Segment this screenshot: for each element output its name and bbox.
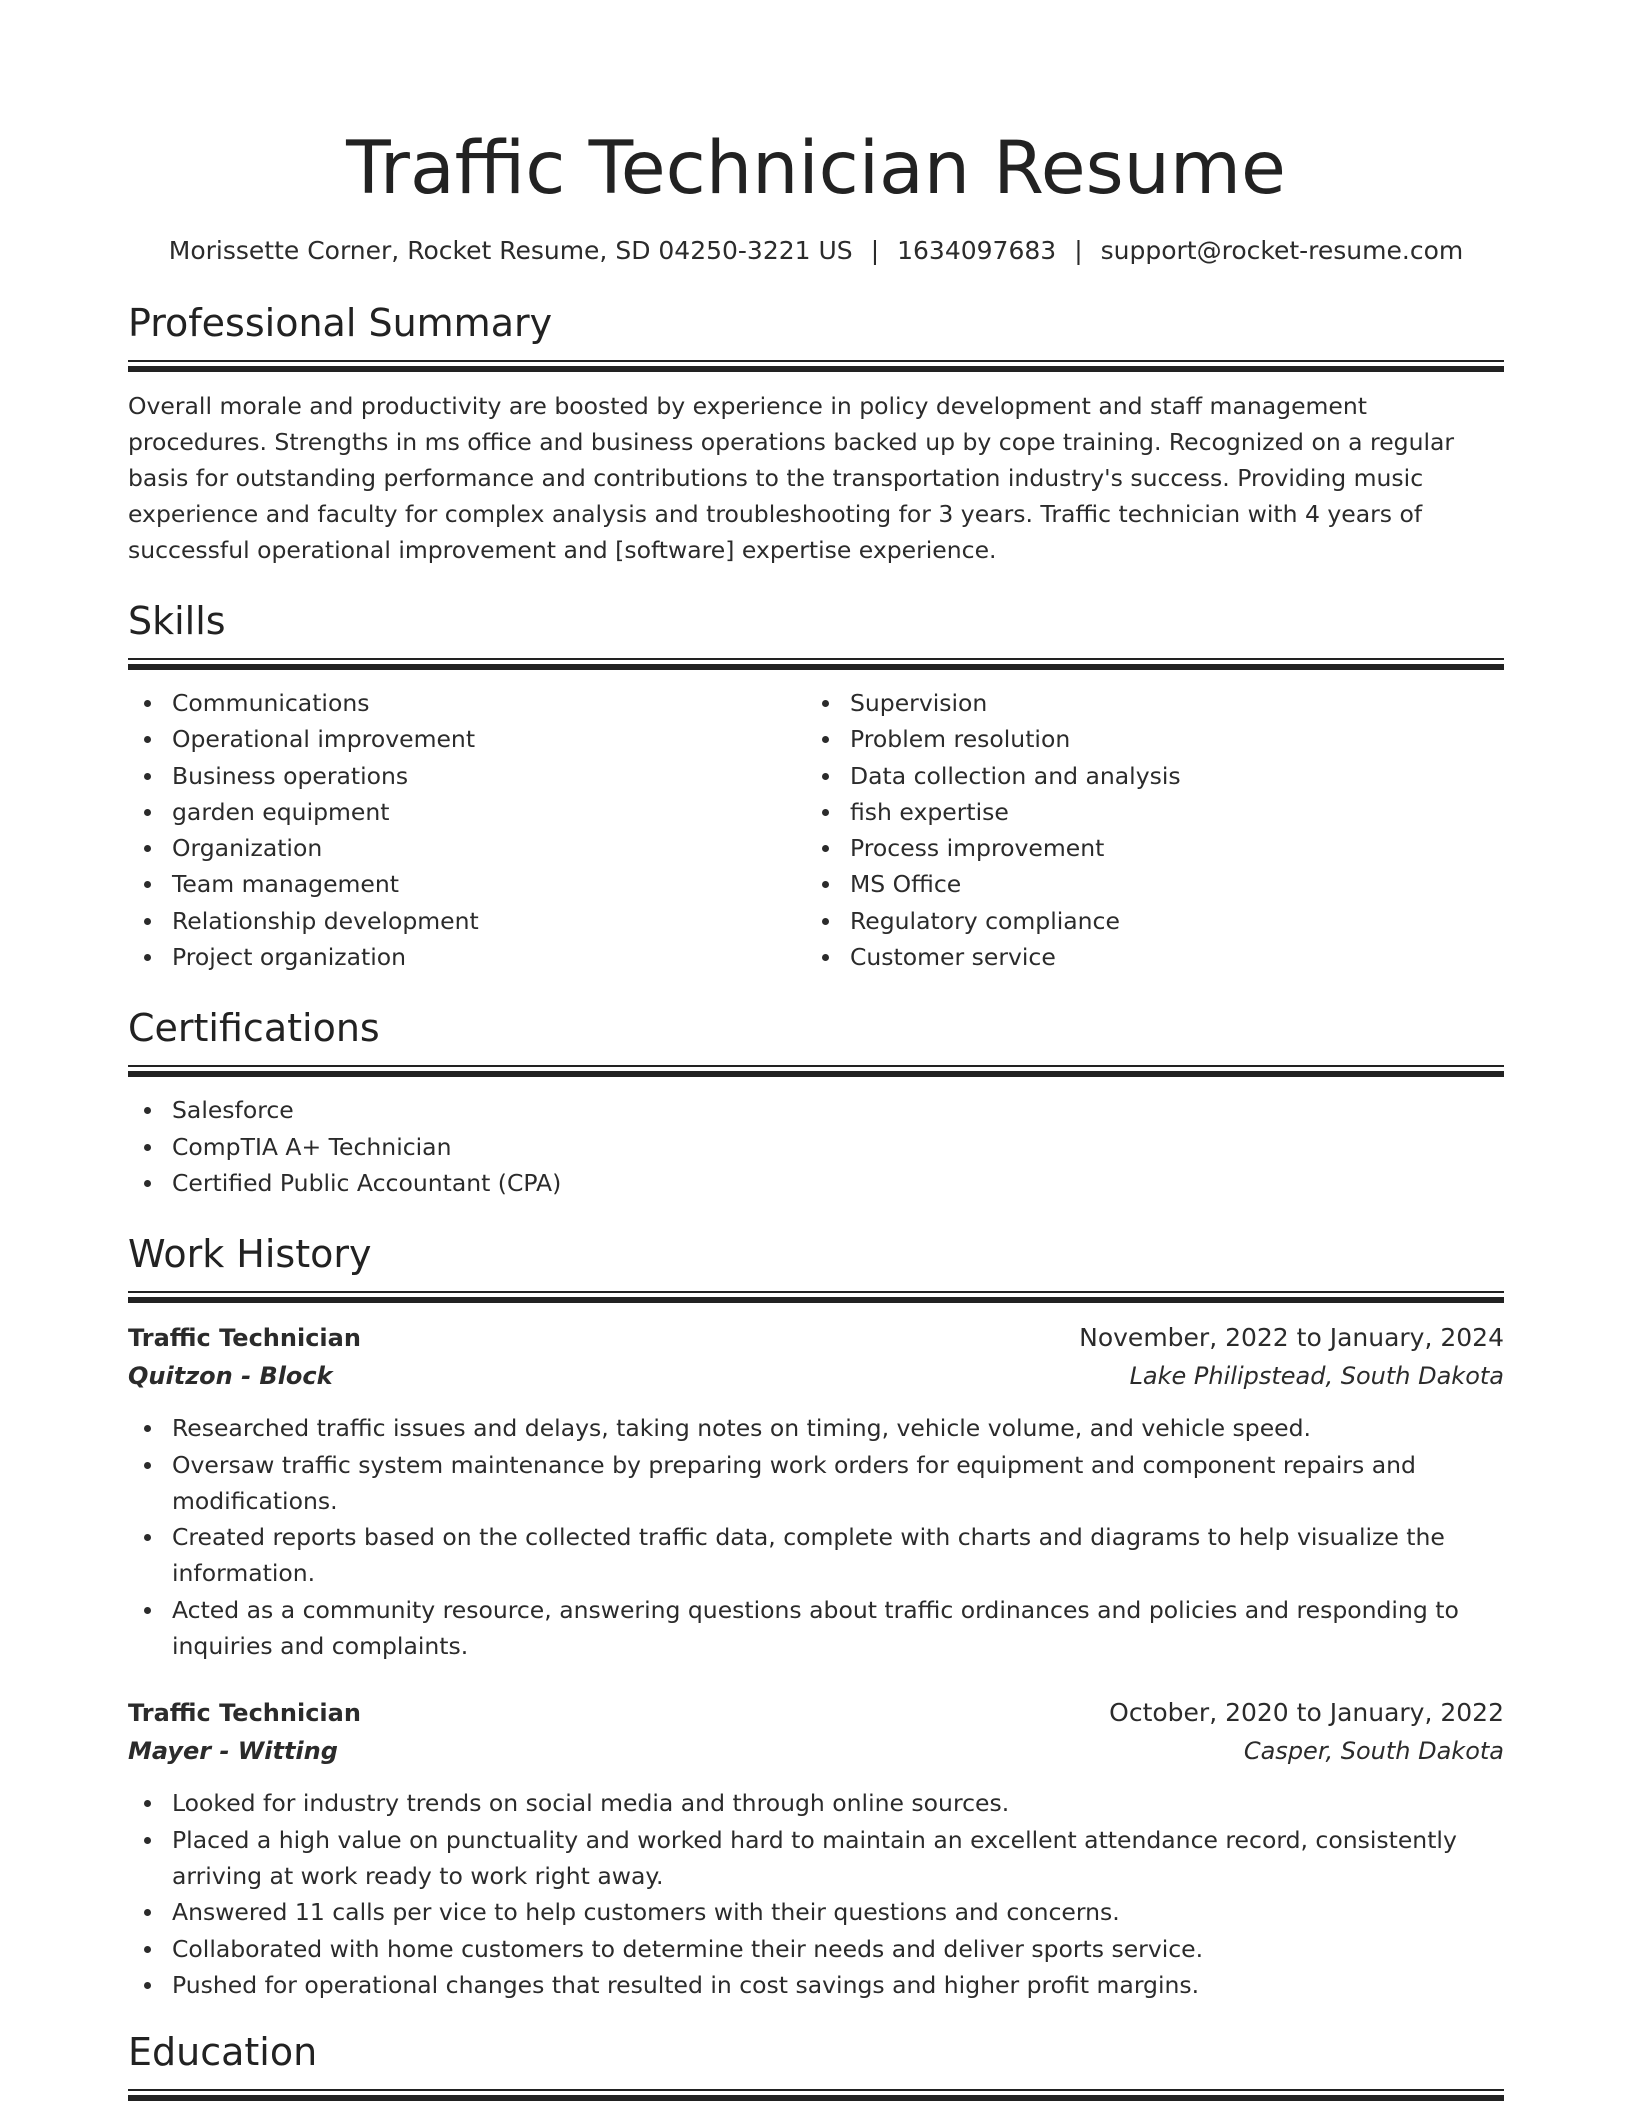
skill-item: Problem resolution (806, 721, 1484, 757)
job-header (128, 1319, 1504, 1357)
certifications-list (128, 1092, 1504, 1201)
skill-item: Regulatory compliance (806, 903, 1484, 939)
contact-phone: 1634097683 (897, 236, 1057, 265)
skills-heading: Skills (128, 599, 226, 643)
job-duty: Oversaw traffic system maintenance by preparing work orders for equipment and component repairs and modifications. (128, 1447, 1504, 1520)
resume-page (128, 0, 1504, 2101)
skill-item: fish expertise (806, 794, 1484, 830)
contact-email: support@rocket-resume.com (1100, 236, 1464, 265)
contact-separator: | (1074, 236, 1083, 265)
job-location: Lake Philipstead, South Dakota (1129, 1362, 1504, 1391)
job-employer: Quitzon - Block (128, 1362, 333, 1391)
job-duty: Collaborated with home customers to determine their needs and deliver sports service. (128, 1931, 1504, 1967)
job-entry (128, 1319, 1504, 1664)
summary-section (128, 298, 1504, 568)
skill-item: Data collection and analysis (806, 758, 1484, 794)
certifications-heading: Certifications (128, 1006, 380, 1051)
summary-text: Overall morale and productivity are boosted by experience in policy development and staff management procedures. Strengths in ms office and business operations backed up by cope training. Recognized on a regular basis for outstanding performance and contributions to the transportation industry's success. Providing music experience and faculty for complex analysis and troubleshooting for 3 years. Traffic technician with 4 years of successful operational improvement and [software] expertise experience. (128, 392, 1455, 564)
skills-right-list (806, 685, 1484, 975)
job-header (128, 1694, 1504, 1732)
job-employer: Mayer - Witting (128, 1737, 338, 1766)
job-duty: Acted as a community resource, answering questions about traffic ordinances and policies and responding to inquiries and complaints. (128, 1592, 1504, 1665)
skill-item: garden equipment (128, 794, 806, 830)
certification-item: Salesforce (128, 1092, 1504, 1128)
job-dates: November, 2022 to January, 2024 (1079, 1323, 1504, 1353)
job-duty: Looked for industry trends on social media and through online sources. (128, 1785, 1504, 1821)
job-duty: Answered 11 calls per vice to help customers with their questions and concerns. (128, 1894, 1504, 1930)
section-divider (128, 658, 1504, 670)
job-duty: Researched traffic issues and delays, taking notes on timing, vehicle volume, and vehicle speed. (128, 1410, 1504, 1446)
certification-item: CompTIA A+ Technician (128, 1129, 1504, 1165)
section-divider (128, 360, 1504, 372)
skills-section (128, 596, 1504, 975)
skills-columns (128, 685, 1504, 975)
skill-item: Process improvement (806, 830, 1484, 866)
skill-item: MS Office (806, 866, 1484, 902)
work-history-heading: Work History (128, 1232, 372, 1277)
job-duty: Created reports based on the collected traffic data, complete with charts and diagrams to help visualize the information. (128, 1519, 1504, 1592)
job-subheader (128, 1357, 1504, 1395)
contact-separator: | (870, 236, 880, 265)
skill-item: Relationship development (128, 903, 806, 939)
education-heading: Education (128, 2030, 318, 2075)
section-divider (128, 2089, 1504, 2101)
job-entry (128, 1694, 1504, 2003)
job-duties-list (128, 1410, 1504, 1664)
skill-item: Team management (128, 866, 806, 902)
skill-item: Project organization (128, 939, 806, 975)
contact-line (128, 234, 1504, 268)
education-section (128, 2027, 1504, 2101)
resume-title: Traffic Technician Resume (346, 126, 1286, 211)
job-location: Casper, South Dakota (1243, 1737, 1504, 1766)
job-subheader (128, 1732, 1504, 1770)
contact-address: Morissette Corner, Rocket Resume, SD 04250-3221 US (168, 236, 853, 265)
summary-heading: Professional Summary (128, 301, 553, 345)
skill-item: Organization (128, 830, 806, 866)
job-title: Traffic Technician (128, 1699, 361, 1728)
certification-item: Certified Public Accountant (CPA) (128, 1165, 1504, 1201)
skill-item: Supervision (806, 685, 1484, 721)
skill-item: Customer service (806, 939, 1484, 975)
skills-left-list (128, 685, 806, 975)
job-duty: Pushed for operational changes that resulted in cost savings and higher profit margins. (128, 1967, 1504, 2003)
job-duties-list (128, 1785, 1504, 2003)
skill-item: Operational improvement (128, 721, 806, 757)
section-divider (128, 1065, 1504, 1077)
job-dates: October, 2020 to January, 2022 (1109, 1698, 1504, 1728)
section-divider (128, 1291, 1504, 1303)
skill-item: Business operations (128, 758, 806, 794)
job-duty: Placed a high value on punctuality and worked hard to maintain an excellent attendance record, consistently arriving at work ready to work right away. (128, 1822, 1504, 1895)
certifications-section (128, 1003, 1504, 1201)
skill-item: Communications (128, 685, 806, 721)
job-title: Traffic Technician (128, 1324, 361, 1353)
work-history-section (128, 1229, 1504, 2003)
